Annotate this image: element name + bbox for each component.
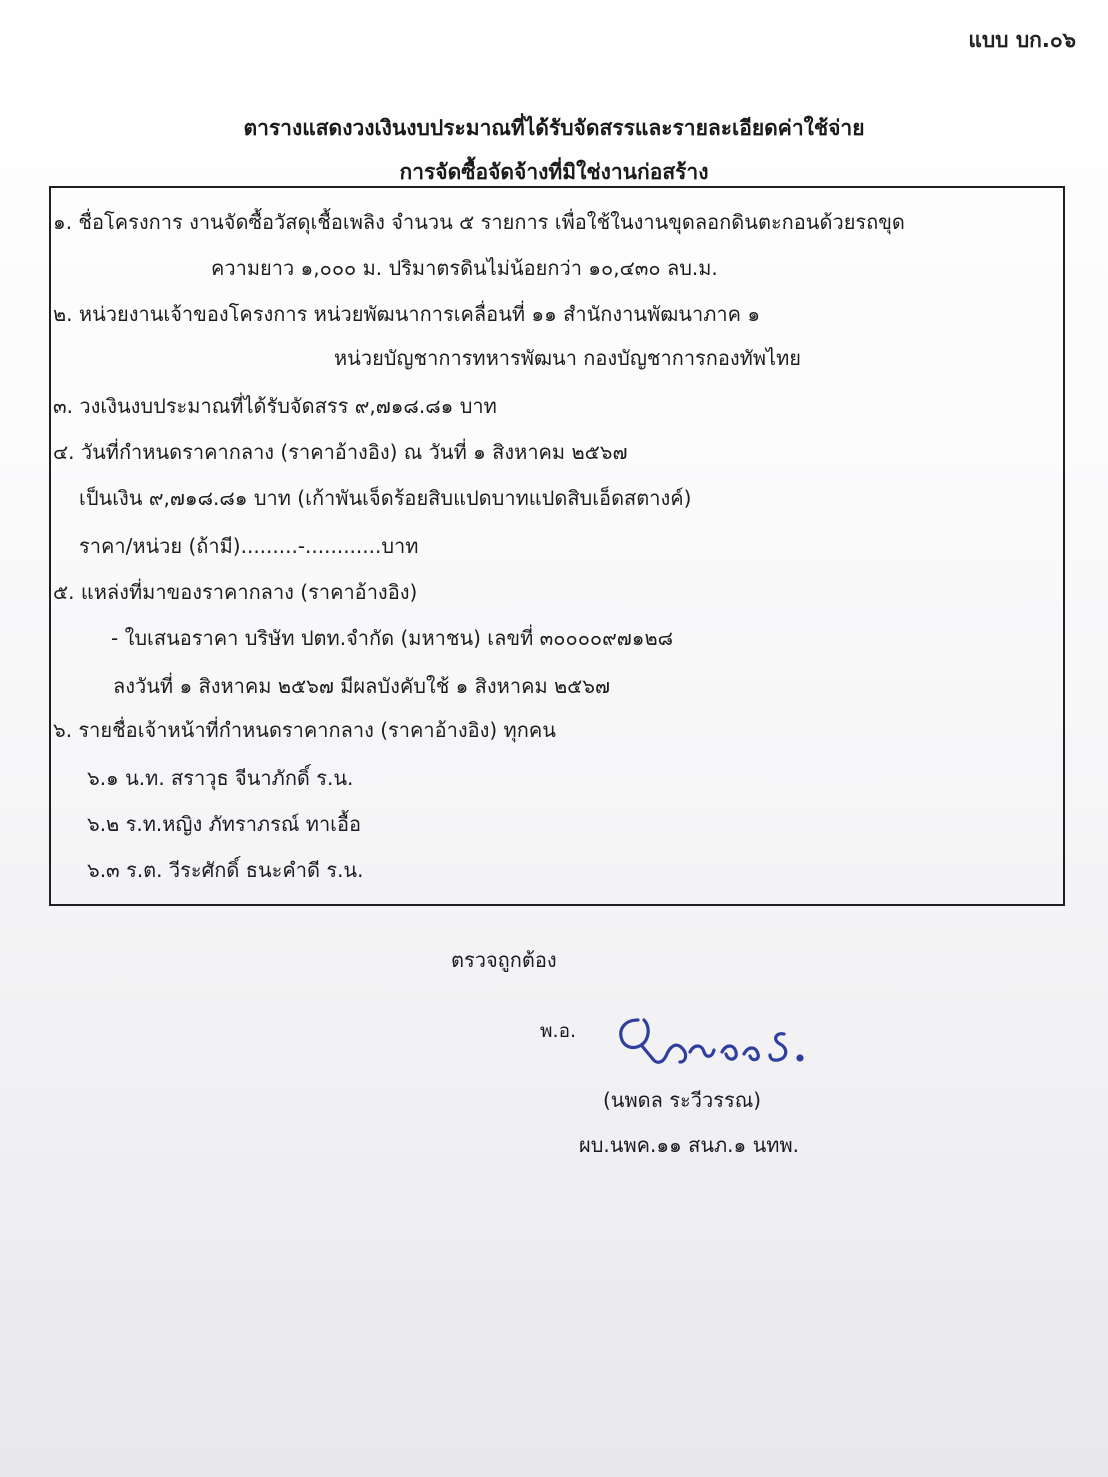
price-source-date: ลงวันที่ ๑ สิงหาคม ๒๕๖๗ มีผลบังคับใช้ ๑ สิงหาคม ๒๕๖๗ [113, 674, 611, 698]
approval-label: ตรวจถูกต้อง [451, 948, 557, 972]
official-list-item: ๖.๒ ร.ท.หญิง ภัทราภรณ์ ทาเอื้อ [87, 812, 362, 836]
signer-name: (นพดล ระวีวรรณ) [603, 1088, 762, 1112]
reference-price-line-1: ๔. วันที่กำหนดราคากลาง (ราคาอ้างอิง) ณ วันที่ ๑ สิงหาคม ๒๕๖๗ [53, 440, 628, 464]
reference-price-line-2: เป็นเงิน ๙,๗๑๘.๘๑ บาท (เก้าพันเจ็ดร้อยสิบแปดบาทแปดสิบเอ็ดสตางค์) [79, 486, 692, 510]
owner-unit-line-2: หน่วยบัญชาการทหารพัฒนา กองบัญชาการกองทัพไทย [334, 346, 802, 370]
handwritten-signature [612, 1008, 822, 1078]
project-name-line-1: ๑. ชื่อโครงการ งานจัดซื้อวัสดุเชื้อเพลิง จำนวน ๕ รายการ เพื่อใช้ในงานขุดลอกดินตะกอนด้วยรถขุด [53, 210, 905, 234]
unit-price-line: ราคา/หน่วย (ถ้ามี).........-............บาท [79, 534, 419, 558]
form-code: แบบ บก.๐๖ [968, 28, 1076, 52]
project-name-line-2: ความยาว ๑,๐๐๐ ม. ปริมาตรดินไม่น้อยกว่า ๑๐,๔๓๐ ลบ.ม. [211, 256, 718, 280]
price-source-quote: - ใบเสนอราคา บริษัท ปตท.จำกัด (มหาชน) เลขที่ ๓๐๐๐๐๙๗๑๒๘ [111, 626, 674, 650]
signer-position: ผบ.นพค.๑๑ สนภ.๑ นทพ. [579, 1133, 799, 1157]
document-title: ตารางแสดงวงเงินงบประมาณที่ได้รับจัดสรรและรายละเอียดค่าใช้จ่าย [243, 116, 865, 140]
signer-rank: พ.อ. [540, 1020, 577, 1042]
budget-line: ๓. วงเงินงบประมาณที่ได้รับจัดสรร ๙,๗๑๘.๘๑ บาท [53, 394, 497, 418]
document-subtitle: การจัดซื้อจัดจ้างที่มิใช่งานก่อสร้าง [399, 160, 709, 184]
details-box [49, 186, 1065, 906]
price-source-heading: ๕. แหล่งที่มาของราคากลาง (ราคาอ้างอิง) [53, 580, 418, 604]
official-list-item: ๖.๑ น.ท. สราวุธ จีนาภักดิ์ ร.น. [87, 766, 354, 790]
officials-heading: ๖. รายชื่อเจ้าหน้าที่กำหนดราคากลาง (ราคาอ้างอิง) ทุกคน [53, 718, 556, 742]
official-list-item: ๖.๓ ร.ต. วีระศักดิ์ ธนะคำดี ร.น. [87, 858, 364, 882]
owner-unit-line-1: ๒. หน่วยงานเจ้าของโครงการ หน่วยพัฒนาการเคลื่อนที่ ๑๑ สำนักงานพัฒนาภาค ๑ [53, 302, 761, 326]
